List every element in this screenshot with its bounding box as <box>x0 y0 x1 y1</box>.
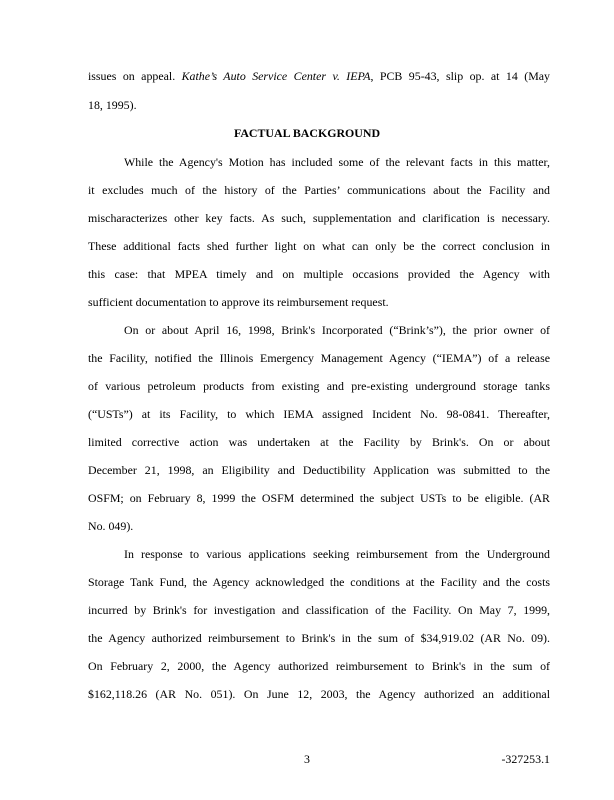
body-line: In response to various applications seeking reimbursement from the Underground <box>124 547 550 561</box>
body-line: (“USTs”) at its Facility, to which IEMA assigned Incident No. 98-0841. Thereafter, <box>88 407 550 421</box>
body-line: of various petroleum products from existing and pre-existing underground storage tanks <box>88 379 550 393</box>
body-line: No. 049). <box>88 519 134 533</box>
body-line: sufficient documentation to approve its reimbursement request. <box>88 295 389 309</box>
body-line: December 21, 1998, an Eligibility and Deductibility Application was submitted to the <box>88 463 550 477</box>
page-number: 3 <box>304 752 310 766</box>
body-line: 18, 1995). <box>88 98 137 112</box>
body-line: this case: that MPEA timely and on multiple occasions provided the Agency with <box>88 267 550 281</box>
body-line: limited corrective action was undertaken at the Facility by Brink's. On or about <box>88 435 550 449</box>
body-line: While the Agency's Motion has included some of the relevant facts in this matter, <box>124 155 550 169</box>
body-line: $162,118.26 (AR No. 051). On June 12, 2003, the Agency authorized an additional <box>88 687 550 701</box>
case-citation: Kathe’s Auto Service Center v. IEPA <box>181 69 371 83</box>
body-line: incurred by Brink's for investigation and classification of the Facility. On May 7, 1999, <box>88 603 550 617</box>
body-line: On or about April 16, 1998, Brink's Incorporated (“Brink’s”), the prior owner of <box>124 323 550 337</box>
body-line: These additional facts shed further light on what can only be the correct conclusion in <box>88 239 550 253</box>
document-id: -327253.1 <box>501 752 550 766</box>
body-line: the Facility, notified the Illinois Emergency Management Agency (“IEMA”) of a release <box>88 351 550 365</box>
body-line: OSFM; on February 8, 1999 the OSFM determined the subject USTs to be eligible. (AR <box>88 491 550 505</box>
body-line: On February 2, 2000, the Agency authorized reimbursement to Brink's in the sum of <box>88 659 550 673</box>
section-heading: FACTUAL BACKGROUND <box>233 126 381 140</box>
body-line: Storage Tank Fund, the Agency acknowledged the conditions at the Facility and the costs <box>88 575 550 589</box>
body-text: , PCB 95-43, slip op. at 14 (May <box>370 69 550 83</box>
body-line: mischaracterizes other key facts. As such, supplementation and clarification is necessary. <box>88 211 550 225</box>
body-line: it excludes much of the history of the Parties’ communications about the Facility and <box>88 183 550 197</box>
body-text: issues on appeal. <box>88 69 182 83</box>
body-line <box>88 69 550 83</box>
body-line: the Agency authorized reimbursement to Brink's in the sum of $34,919.02 (AR No. 09). <box>88 631 550 645</box>
